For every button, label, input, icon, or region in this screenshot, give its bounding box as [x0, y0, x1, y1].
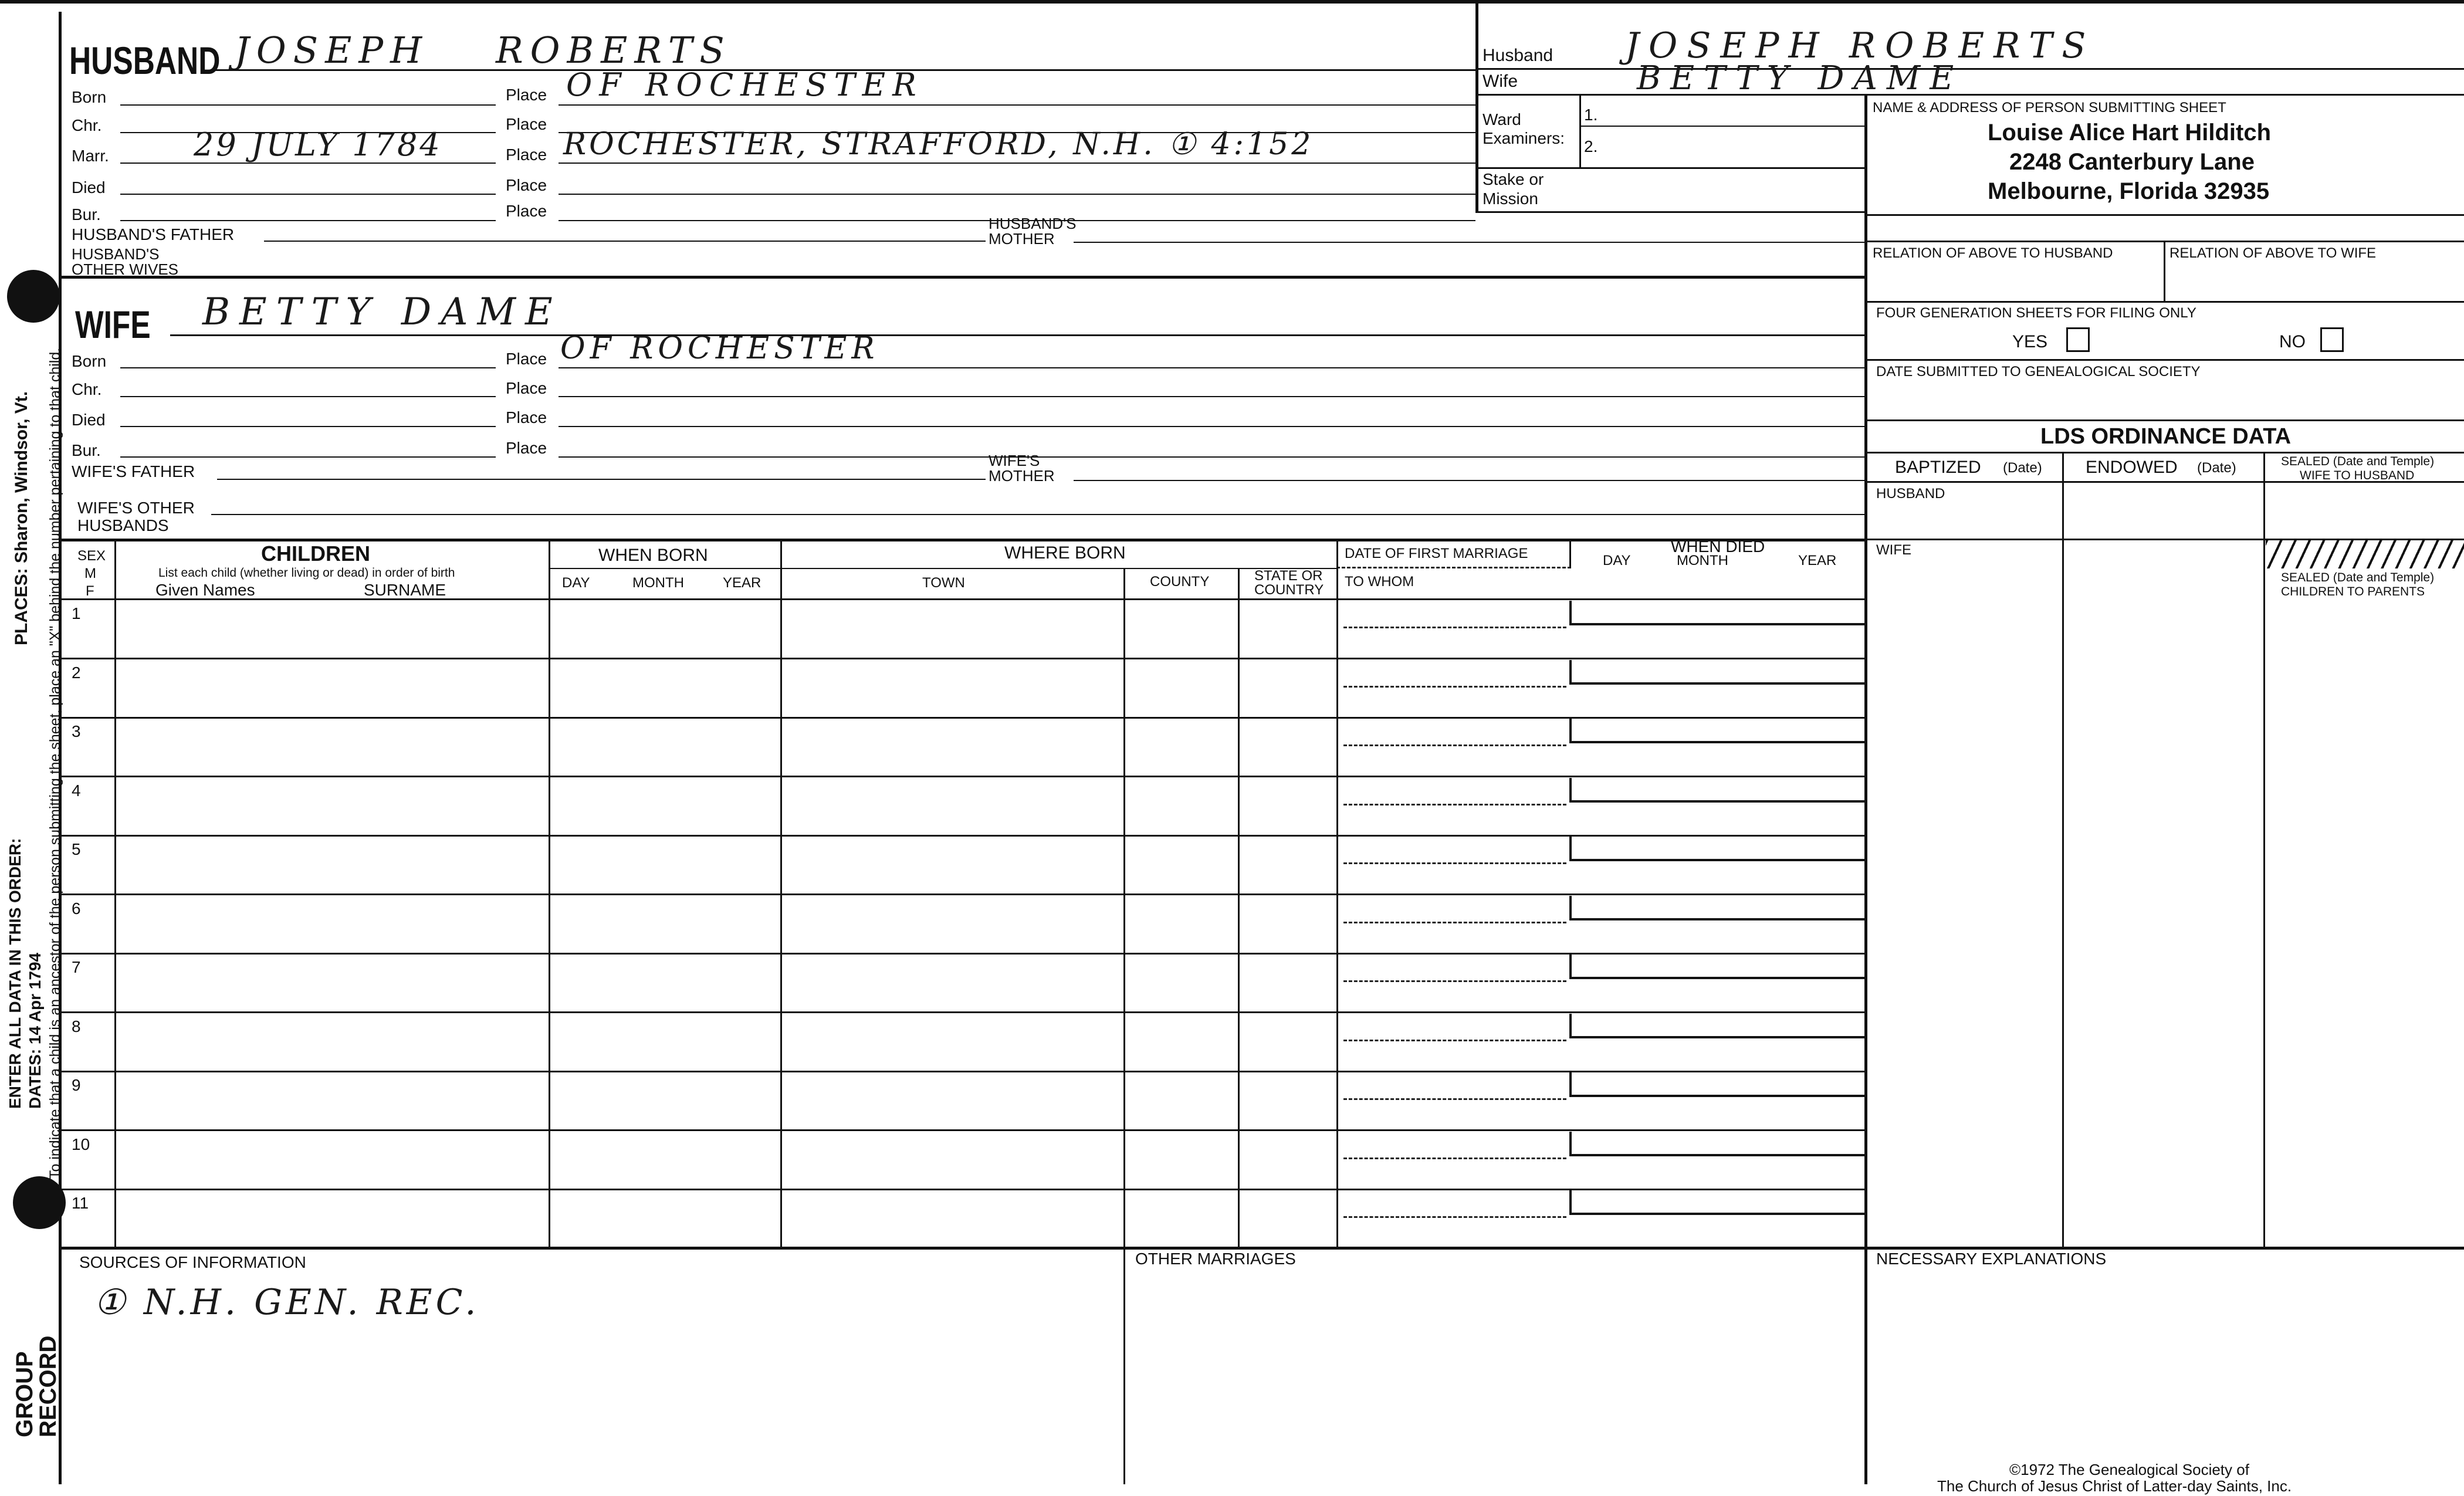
wife-born-label: Born: [72, 352, 107, 370]
child-row-number: 2: [72, 664, 81, 682]
husband-bur-place-label: Place: [506, 202, 547, 220]
submitter-bottom-line: [1864, 214, 2464, 216]
stake-bottom-line: [1475, 211, 1864, 213]
child-row-number: 6: [72, 899, 81, 918]
husband-title: HUSBAND: [69, 39, 221, 82]
lds-baptized: BAPTIZED: [1895, 458, 1981, 477]
husband-other-wives-label-2: OTHER WIVES: [72, 260, 179, 278]
copyright-1: ©1972 The Genealogical Society of: [2009, 1461, 2249, 1478]
date-submitted-label: DATE SUBMITTED TO GENEALOGICAL SOCIETY: [1876, 364, 2201, 380]
husband-born-place-line: [559, 104, 1475, 106]
yes-checkbox[interactable]: [2066, 327, 2090, 352]
child-died-bracket: [1569, 719, 1867, 743]
header-divider: [1475, 0, 1478, 211]
child-marriage-dashes: [1343, 980, 1566, 982]
lds-sealed-children-2: CHILDREN TO PARENTS: [2281, 585, 2425, 598]
child-row-line: [59, 776, 1864, 777]
date-submitted-bottom-line: [1864, 419, 2464, 421]
died-year: YEAR: [1798, 553, 1837, 568]
wife-chr-line: [120, 396, 496, 397]
when-born-label: WHEN BORN: [598, 546, 708, 565]
given-names-label: Given Names: [155, 581, 255, 599]
husband-died-line: [120, 194, 496, 195]
enter-all-data-note: ENTER ALL DATA IN THIS ORDER:: [6, 838, 24, 1109]
examiner-1: 1.: [1584, 106, 1598, 124]
child-row-number: 1: [72, 604, 81, 622]
wife-died-place-line: [559, 426, 1864, 427]
binder-hole-bottom: [13, 1176, 66, 1229]
child-marriage-dashes: [1343, 1216, 1566, 1218]
sources-value: ① N.H. GEN. REC.: [94, 1282, 480, 1323]
husband-marr-place-label: Place: [506, 145, 547, 164]
children-title: CHILDREN: [261, 541, 370, 566]
wife-father-line: [217, 479, 986, 480]
group-record-2: RECORD: [35, 1335, 61, 1437]
top-border: [0, 0, 2464, 4]
child-died-bracket: [1569, 601, 1867, 625]
child-died-bracket: [1569, 660, 1867, 685]
lds-endowed: ENDOWED: [2086, 458, 2178, 477]
child-row-line: [59, 1011, 1864, 1013]
wife-bur-label: Bur.: [72, 441, 101, 459]
header-husband-label: Husband: [1483, 46, 1553, 65]
child-died-bracket: [1569, 1132, 1867, 1156]
other-marriages-label: OTHER MARRIAGES: [1135, 1250, 1296, 1268]
lds-sealed-children-1: SEALED (Date and Temple): [2281, 571, 2435, 584]
when-born-underline: [549, 568, 780, 569]
wife-chr-place-label: Place: [506, 379, 547, 397]
child-row-number: 4: [72, 781, 81, 800]
wife-bur-place-label: Place: [506, 439, 547, 457]
town-label: TOWN: [922, 575, 965, 591]
child-row-number: 9: [72, 1076, 81, 1094]
husband-father-label: HUSBAND'S FATHER: [72, 225, 235, 243]
husband-marr-date: 29 JULY 1784: [194, 126, 442, 163]
wife-born-place: OF ROCHESTER: [560, 331, 879, 366]
submitter-name: Louise Alice Hart Hilditch: [1988, 120, 2272, 145]
child-died-bracket: [1569, 1190, 1867, 1215]
child-marriage-dashes: [1343, 862, 1566, 864]
wife-born-place-line: [559, 367, 1864, 368]
ancestor-instruction: To indicate that a child is an ancestor of the person submitting the sheet, place an "X" behind the number pertaining to that child.: [47, 347, 63, 1179]
lds-col-divider-1: [2062, 452, 2064, 1247]
husband-chr-label: Chr.: [72, 116, 102, 134]
husband-died-place-label: Place: [506, 176, 547, 194]
four-gen-bottom-line: [1864, 359, 2464, 361]
wife-bur-line: [120, 456, 496, 458]
husband-section-bottom: [59, 276, 1864, 279]
husband-born-place: OF ROCHESTER: [566, 66, 923, 103]
no-checkbox[interactable]: [2320, 327, 2344, 352]
necessary-explanations-label: NECESSARY EXPLANATIONS: [1876, 1250, 2107, 1268]
husband-name-first: JOSEPH: [235, 29, 429, 72]
wife-died-label: Died: [72, 411, 106, 429]
other-marriages-divider: [1123, 1247, 1125, 1484]
child-died-bracket: [1569, 896, 1867, 920]
where-born-underline: [780, 568, 1336, 569]
child-row-number: 3: [72, 722, 81, 740]
lds-header-bottom: [1864, 481, 2464, 483]
child-marriage-dashes: [1343, 1040, 1566, 1041]
husband-bur-line: [120, 220, 496, 221]
died-month: MONTH: [1677, 553, 1728, 568]
dates-note: DATES: 14 Apr 1794: [26, 952, 44, 1109]
child-row-number: 10: [72, 1135, 90, 1153]
lds-hatched-cell: [2266, 540, 2464, 568]
sources-label: SOURCES OF INFORMATION: [79, 1253, 306, 1271]
header-wife-value: BETTY DAME: [1637, 59, 1964, 97]
child-marriage-dashes: [1343, 804, 1566, 805]
wife-mother-line: [1074, 480, 1864, 481]
to-whom-label: TO WHOM: [1345, 574, 1414, 590]
wife-name-line: [170, 334, 1864, 336]
sex-label: SEX: [77, 548, 106, 564]
ward-divider: [1579, 94, 1581, 167]
child-row-number: 11: [72, 1194, 89, 1212]
stake-label-1: Stake or: [1483, 170, 1544, 188]
wife-other-husbands-label-1: WIFE'S OTHER: [77, 499, 195, 517]
wife-mother-label-2: MOTHER: [989, 467, 1055, 485]
relation-husband-label: RELATION OF ABOVE TO HUSBAND: [1873, 245, 2113, 261]
child-row-number: 8: [72, 1017, 81, 1035]
col-state: [1238, 568, 1240, 1248]
when-died-label: WHEN DIED: [1671, 537, 1765, 556]
child-died-bracket: [1569, 1014, 1867, 1038]
col-when-died: [1569, 539, 1571, 568]
no-label: NO: [2279, 332, 2306, 351]
child-marriage-dashes: [1343, 1157, 1566, 1159]
state-label-2: COUNTRY: [1254, 582, 1324, 598]
child-marriage-dashes: [1343, 744, 1566, 746]
submitter-street: 2248 Canterbury Lane: [2009, 149, 2255, 175]
wife-chr-label: Chr.: [72, 380, 102, 398]
lds-wife-row: WIFE: [1876, 542, 1911, 558]
child-died-bracket: [1569, 955, 1867, 979]
lds-title-line: [1864, 452, 2464, 453]
group-record-1: GROUP: [12, 1351, 38, 1437]
husband-bur-label: Bur.: [72, 205, 101, 224]
wife-mother-label-1: WIFE'S: [989, 452, 1040, 469]
child-row-line: [59, 893, 1864, 895]
born-year: YEAR: [723, 575, 761, 591]
child-died-bracket: [1569, 778, 1867, 803]
yes-label: YES: [2012, 332, 2048, 351]
wife-born-line: [120, 367, 496, 368]
born-month: MONTH: [632, 575, 684, 591]
children-header-bottom: [59, 598, 1864, 600]
husband-died-place-line: [559, 194, 1475, 195]
binder-hole-top: [7, 270, 60, 323]
header-wife-label: Wife: [1483, 72, 1518, 91]
lds-baptized-sub: (Date): [2003, 460, 2042, 476]
sex-m: M: [84, 566, 96, 581]
child-row-number: 7: [72, 958, 81, 976]
sex-f: F: [86, 583, 94, 599]
husband-marr-place-line: [559, 163, 1475, 164]
wife-other-husbands-line: [211, 514, 1864, 515]
child-marriage-dashes: [1343, 1098, 1566, 1100]
places-note: PLACES: Sharon, Windsor, Vt.: [12, 391, 31, 645]
child-died-bracket: [1569, 1072, 1867, 1097]
four-gen-label: FOUR GENERATION SHEETS FOR FILING ONLY: [1876, 305, 2196, 321]
child-row-number: 5: [72, 840, 81, 858]
first-marriage-label: DATE OF FIRST MARRIAGE: [1345, 546, 1528, 561]
header-wife-line: [1475, 94, 2464, 96]
wife-name: BETTY DAME: [202, 290, 562, 334]
child-row-line: [59, 658, 1864, 659]
husband-marr-label: Marr.: [72, 147, 109, 165]
relation-divider: [2164, 241, 2165, 301]
lds-sealed-2: WIFE TO HUSBAND: [2300, 469, 2415, 482]
lds-col-divider-2: [2263, 452, 2265, 1247]
lds-sealed-1: SEALED (Date and Temple): [2281, 455, 2435, 468]
examiners-label: Examiners:: [1483, 129, 1565, 147]
stake-label-2: Mission: [1483, 189, 1538, 208]
ward-label: Ward: [1483, 110, 1521, 128]
died-day: DAY: [1603, 553, 1631, 568]
copyright-2: The Church of Jesus Christ of Latter-day Saints, Inc.: [1937, 1477, 2292, 1495]
child-marriage-dashes: [1343, 627, 1566, 628]
husband-marr-place: ROCHESTER, STRAFFORD, N.H. ① 4:152: [563, 127, 1314, 162]
where-born-label: WHERE BORN: [1004, 543, 1126, 563]
wife-died-line: [120, 426, 496, 427]
husband-other-wives-label-1: HUSBAND'S: [72, 245, 160, 263]
header-husband-value: JOSEPH ROBERTS: [1625, 25, 2096, 66]
child-row-line: [59, 1129, 1864, 1131]
relation-bottom-line: [1864, 301, 2464, 303]
examiner-2: 2.: [1584, 137, 1598, 155]
child-died-bracket: [1569, 837, 1867, 861]
surname-label: SURNAME: [364, 581, 446, 599]
wife-bur-place-line: [559, 456, 1864, 458]
state-label-1: STATE OR: [1254, 568, 1323, 584]
husband-born-label: Born: [72, 88, 107, 106]
wife-father-label: WIFE'S FATHER: [72, 462, 195, 480]
husband-mother-label-2: MOTHER: [989, 230, 1055, 248]
wife-title: WIFE: [75, 303, 151, 346]
wife-other-husbands-label-2: HUSBANDS: [77, 516, 169, 534]
col-county: [1123, 568, 1125, 1248]
lds-husband-row: HUSBAND: [1876, 486, 1945, 502]
husband-mother-line: [1074, 242, 1864, 243]
husband-born-line: [120, 104, 496, 106]
ward-bottom-line: [1475, 167, 1864, 169]
header-husband-line: [1475, 68, 2464, 70]
submitter-city: Melbourne, Florida 32935: [1988, 178, 2270, 204]
wife-born-place-label: Place: [506, 350, 547, 368]
husband-name-last: ROBERTS: [496, 29, 732, 72]
lds-endowed-sub: (Date): [2197, 460, 2236, 476]
husband-chr-place-label: Place: [506, 115, 547, 133]
first-marriage-dashes: [1336, 567, 1571, 568]
child-marriage-dashes: [1343, 922, 1566, 923]
lds-title: LDS ORDINANCE DATA: [2040, 424, 2292, 449]
child-marriage-dashes: [1343, 686, 1566, 688]
husband-father-line: [264, 241, 986, 242]
born-day: DAY: [562, 575, 590, 591]
husband-died-label: Died: [72, 178, 106, 197]
relation-wife-label: RELATION OF ABOVE TO WIFE: [2169, 245, 2377, 261]
examiner-1-line: [1579, 126, 1864, 127]
submitter-label: NAME & ADDRESS OF PERSON SUBMITTING SHEET: [1873, 100, 2226, 116]
wife-chr-place-line: [559, 396, 1864, 397]
county-label: COUNTY: [1150, 574, 1210, 590]
children-instruction: List each child (whether living or dead) in order of birth: [158, 566, 455, 580]
wife-died-place-label: Place: [506, 408, 547, 427]
husband-mother-label-1: HUSBAND'S: [989, 215, 1077, 232]
husband-born-place-label: Place: [506, 86, 547, 104]
